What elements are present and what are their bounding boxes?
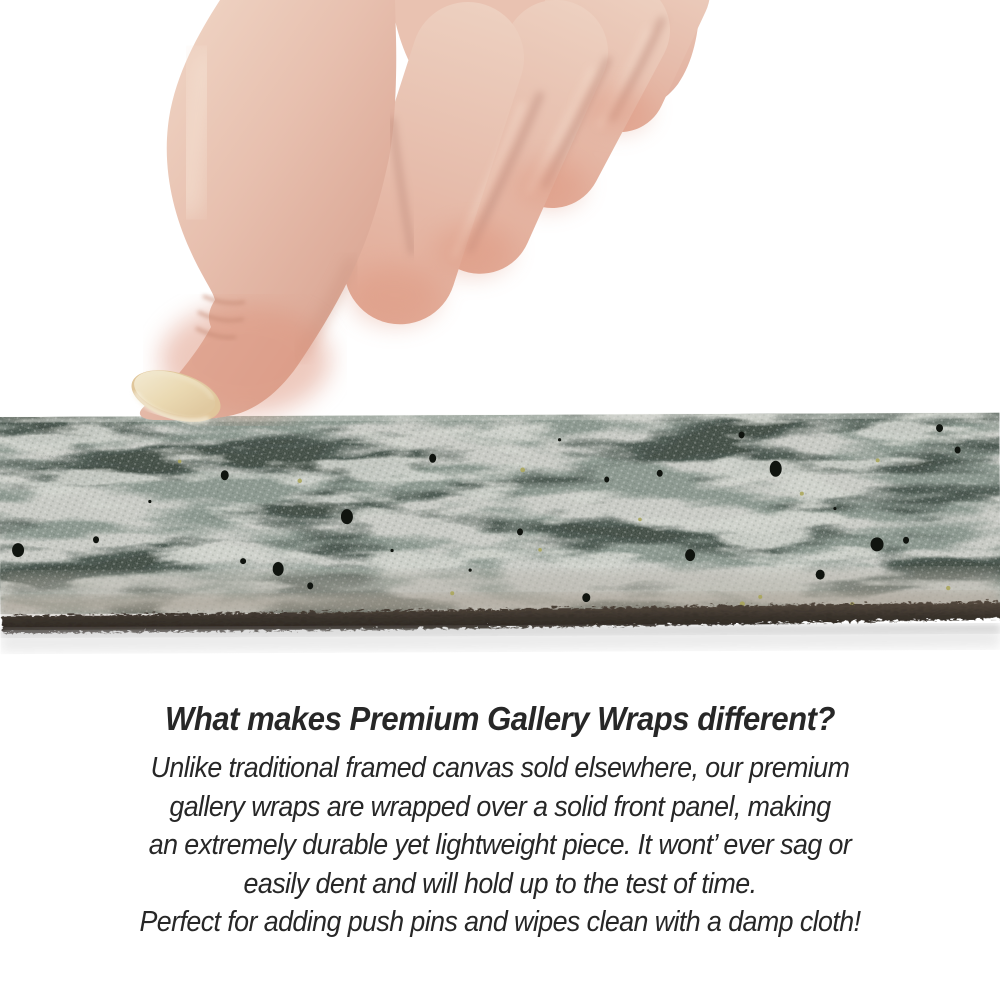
description-heading: What makes Premium Gallery Wraps different? [165,700,835,737]
description-line: gallery wraps are wrapped over a solid front panel, making [169,790,831,823]
description-section [30,699,970,942]
hand-photo [0,0,1000,440]
description-line: Unlike traditional framed canvas sold elsewhere, our premium [150,752,850,784]
description-line: Perfect for adding push pins and wipes clean with a damp cloth! [139,906,861,938]
description-line: easily dent and will hold up to the test of time. [243,867,757,900]
description-line: an extremely durable yet lightweight piece. It wont’ ever sag or [148,829,852,861]
canvas-fabric [0,413,1000,614]
hand-graphic [0,0,1000,440]
